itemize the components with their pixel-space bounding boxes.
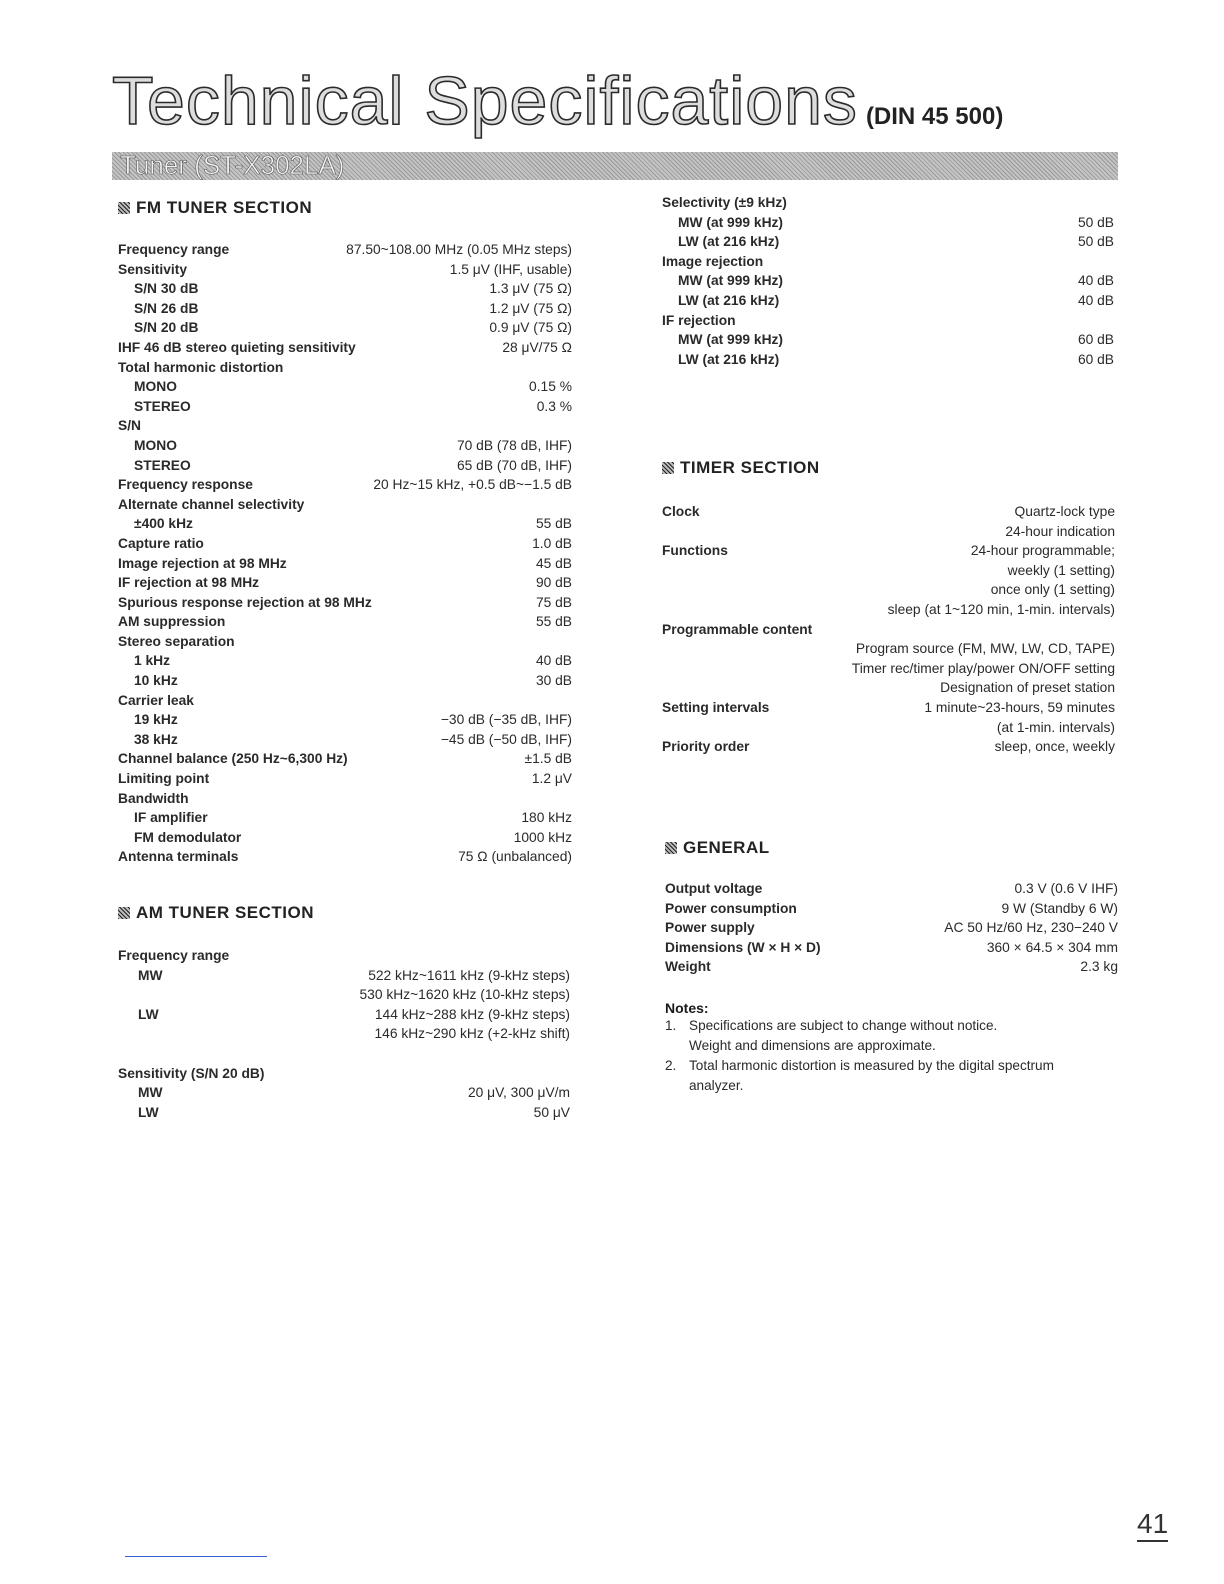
spec-row xyxy=(118,847,572,867)
spec-row xyxy=(665,879,1118,899)
spec-value: 1.0 dB xyxy=(532,535,572,551)
spec-value: 40 dB xyxy=(535,653,572,669)
spec-value: 55 dB xyxy=(535,516,572,532)
spec-label: LW (at 216 kHz) xyxy=(678,351,780,367)
notes-heading: Notes: xyxy=(665,1000,709,1016)
spec-label: S/N xyxy=(118,418,141,434)
spec-row xyxy=(662,580,1115,600)
spec-label: 10 kHz xyxy=(134,673,178,689)
spec-label: Channel balance (250 Hz~6,300 Hz) xyxy=(118,751,348,767)
spec-row xyxy=(118,436,572,456)
spec-row xyxy=(118,789,572,809)
timer-heading: TIMER SECTION xyxy=(662,458,820,478)
spec-row xyxy=(118,671,572,691)
spec-value: 0.9 μV (75 Ω) xyxy=(489,320,572,336)
spec-row xyxy=(118,946,570,966)
spec-value: 9 W (Standby 6 W) xyxy=(1001,900,1118,916)
spec-label: Antenna terminals xyxy=(118,849,239,865)
spec-label: LW (at 216 kHz) xyxy=(678,234,780,250)
spec-value: Quartz-lock type xyxy=(1014,504,1115,519)
spec-row xyxy=(662,213,1114,233)
spec-value: 180 kHz xyxy=(521,810,572,826)
spec-value: 1 minute~23-hours, 59 minutes xyxy=(924,699,1115,715)
spec-row xyxy=(662,193,1114,213)
spec-label: Sensitivity xyxy=(118,261,188,277)
spec-row xyxy=(118,966,570,986)
spec-label: S/N 30 dB xyxy=(134,281,199,297)
spec-label: 1 kHz xyxy=(134,653,171,669)
spec-row xyxy=(118,593,572,613)
spec-value: −30 dB (−35 dB, IHF) xyxy=(440,712,572,728)
spec-row xyxy=(662,502,1115,522)
spec-value: 0.15 % xyxy=(529,379,572,395)
spec-row xyxy=(662,718,1115,738)
spec-value: 55 dB xyxy=(535,614,572,630)
square-bullet-icon xyxy=(665,842,677,854)
spec-value: 522 kHz~1611 kHz (9-kHz steps) xyxy=(368,967,570,983)
spec-label: Functions xyxy=(662,543,728,559)
spec-value: 65 dB (70 dB, IHF) xyxy=(456,457,572,473)
spec-label: IHF 46 dB stereo quieting sensitivity xyxy=(118,339,356,355)
spec-row xyxy=(665,899,1118,919)
page-number: 41 xyxy=(1137,1508,1168,1542)
spec-row xyxy=(662,639,1115,659)
spec-value: sleep (at 1~120 min, 1-min. intervals) xyxy=(887,601,1115,617)
spec-value: 1.5 μV (IHF, usable) xyxy=(449,261,572,277)
spec-label: MW (at 999 kHz) xyxy=(678,214,784,230)
spec-value: 1.2 μV xyxy=(531,771,572,787)
spec-row xyxy=(118,240,572,260)
spec-label: MW (at 999 kHz) xyxy=(678,332,784,348)
spec-row xyxy=(118,691,572,711)
spec-label: Weight xyxy=(665,959,711,975)
spec-label: MW xyxy=(138,967,163,983)
spec-value: once only (1 setting) xyxy=(990,582,1115,598)
spec-value: 24-hour programmable; xyxy=(970,543,1115,559)
spec-value: 75 dB xyxy=(535,594,572,610)
spec-value: 1000 kHz xyxy=(513,829,572,845)
spec-label: STEREO xyxy=(134,457,191,473)
square-bullet-icon xyxy=(662,462,674,474)
footer-rule xyxy=(125,1556,267,1557)
general-spec-list xyxy=(665,879,1118,977)
am-heading: AM TUNER SECTION xyxy=(118,903,314,923)
spec-row xyxy=(662,659,1115,679)
title-main: Technical Specifications xyxy=(112,63,858,139)
spec-value: Program source (FM, MW, LW, CD, TAPE) xyxy=(855,641,1115,657)
banner-text: Tuner (ST-X302LA) xyxy=(120,150,345,180)
square-bullet-icon xyxy=(118,202,130,214)
spec-value: 20 Hz~15 kHz, +0.5 dB~−1.5 dB xyxy=(373,477,572,493)
note-1: 1. Specifications are subject to change without notice. Weight and dimensions are approximate. xyxy=(665,1018,998,1053)
spec-value: 530 kHz~1620 kHz (10-kHz steps) xyxy=(359,987,570,1003)
spec-row xyxy=(118,260,572,280)
spec-value: 0.3 % xyxy=(536,398,572,414)
spec-label: Alternate channel selectivity xyxy=(118,496,305,512)
spec-row xyxy=(118,416,572,436)
spec-row xyxy=(118,377,572,397)
spec-row xyxy=(118,1024,570,1044)
spec-row xyxy=(662,311,1114,331)
general-heading: GENERAL xyxy=(665,838,770,858)
spec-label: Power consumption xyxy=(665,900,797,916)
spec-label: Total harmonic distortion xyxy=(118,359,284,375)
spec-row xyxy=(118,318,572,338)
spec-label: Spurious response rejection at 98 MHz xyxy=(118,594,372,610)
spec-label: Carrier leak xyxy=(118,692,194,708)
spec-label: Sensitivity (S/N 20 dB) xyxy=(118,1065,265,1081)
spec-row xyxy=(118,338,572,358)
spec-label: Power supply xyxy=(665,920,755,936)
spec-value: Designation of preset station xyxy=(940,680,1115,696)
spec-row xyxy=(118,808,572,828)
spec-row xyxy=(118,769,572,789)
spec-row xyxy=(118,279,572,299)
spec-label: Frequency range xyxy=(118,242,230,257)
spec-row xyxy=(118,554,572,574)
spec-row xyxy=(118,358,572,378)
spec-label: ±400 kHz xyxy=(134,516,193,532)
spec-value: 40 dB xyxy=(1077,292,1114,308)
spec-label: Bandwidth xyxy=(118,790,189,806)
spec-value: 45 dB xyxy=(535,555,572,571)
am-selectivity-list xyxy=(662,193,1114,369)
spec-row xyxy=(662,350,1114,370)
spec-label: AM suppression xyxy=(118,614,226,630)
spec-row xyxy=(118,534,572,554)
spec-label: Image rejection at 98 MHz xyxy=(118,555,287,571)
spec-row xyxy=(118,651,572,671)
spec-row xyxy=(662,561,1115,581)
spec-row xyxy=(662,620,1115,640)
spec-value: weekly (1 setting) xyxy=(1007,562,1115,578)
spec-label: 38 kHz xyxy=(134,731,178,747)
spec-row xyxy=(118,612,572,632)
fm-heading: FM TUNER SECTION xyxy=(118,198,312,218)
spec-row xyxy=(662,291,1114,311)
spec-row xyxy=(118,1044,570,1064)
spec-label: Frequency response xyxy=(118,477,253,493)
spec-row xyxy=(665,918,1118,938)
spec-value: 0.3 V (0.6 V IHF) xyxy=(1014,881,1118,896)
spec-value: Timer rec/timer play/power ON/OFF setting xyxy=(851,660,1115,676)
spec-value: 50 μV xyxy=(533,1104,570,1120)
spec-label: IF rejection at 98 MHz xyxy=(118,575,260,591)
spec-value: −45 dB (−50 dB, IHF) xyxy=(440,731,572,747)
spec-label: Output voltage xyxy=(665,881,763,896)
spec-row xyxy=(662,522,1115,542)
section-banner xyxy=(112,152,1118,180)
spec-value: 1.3 μV (75 Ω) xyxy=(489,281,572,297)
spec-label: MW xyxy=(138,1085,163,1101)
spec-value: 60 dB xyxy=(1077,351,1114,367)
spec-row xyxy=(662,252,1114,272)
spec-label: MW (at 999 kHz) xyxy=(678,273,784,289)
spec-row xyxy=(118,573,572,593)
spec-value: 90 dB xyxy=(535,575,572,591)
spec-value: 60 dB xyxy=(1077,332,1114,348)
spec-row xyxy=(118,730,572,750)
square-bullet-icon xyxy=(118,907,130,919)
timer-spec-list xyxy=(662,502,1115,757)
spec-row xyxy=(118,495,572,515)
spec-row xyxy=(662,600,1115,620)
spec-value: 40 dB xyxy=(1077,273,1114,289)
spec-row xyxy=(118,397,572,417)
spec-label: Stereo separation xyxy=(118,633,235,649)
spec-label: S/N 26 dB xyxy=(134,300,199,316)
spec-label: MONO xyxy=(134,437,177,453)
spec-value: sleep, once, weekly xyxy=(994,739,1115,755)
spec-row xyxy=(662,271,1114,291)
spec-value: ±1.5 dB xyxy=(524,751,572,767)
spec-label: Selectivity (±9 kHz) xyxy=(662,195,787,210)
spec-row xyxy=(118,828,572,848)
spec-row xyxy=(662,541,1115,561)
spec-value: 50 dB xyxy=(1077,214,1114,230)
spec-value: 1.2 μV (75 Ω) xyxy=(489,300,572,316)
spec-label: Priority order xyxy=(662,739,750,755)
spec-label: LW xyxy=(138,1104,159,1120)
spec-label: Frequency range xyxy=(118,948,230,963)
spec-row xyxy=(662,330,1114,350)
spec-row xyxy=(118,1083,570,1103)
spec-row xyxy=(118,985,570,1005)
spec-value: 28 μV/75 Ω xyxy=(502,339,572,355)
spec-value: 75 Ω (unbalanced) xyxy=(458,849,572,865)
spec-value: 144 kHz~288 kHz (9-kHz steps) xyxy=(374,1006,570,1022)
spec-value: 2.3 kg xyxy=(1080,959,1118,975)
spec-row xyxy=(665,957,1118,977)
spec-label: Capture ratio xyxy=(118,535,204,551)
title-standard: (DIN 45 500) xyxy=(865,103,1004,130)
spec-row xyxy=(118,1103,570,1123)
spec-label: FM demodulator xyxy=(134,829,242,845)
am-spec-list xyxy=(118,946,570,1122)
spec-value: 20 μV, 300 μV/m xyxy=(467,1085,570,1101)
page-title xyxy=(112,62,1003,140)
spec-label: Programmable content xyxy=(662,621,813,637)
spec-value: (at 1-min. intervals) xyxy=(996,719,1115,735)
spec-row xyxy=(118,514,572,534)
spec-label: Clock xyxy=(662,504,700,519)
spec-label: LW xyxy=(138,1006,159,1022)
spec-label: IF rejection xyxy=(662,312,736,328)
spec-row xyxy=(662,232,1114,252)
spec-row xyxy=(118,456,572,476)
spec-row xyxy=(662,698,1115,718)
spec-value: 87.50~108.00 MHz (0.05 MHz steps) xyxy=(346,242,572,257)
spec-value: 146 kHz~290 kHz (+2-kHz shift) xyxy=(374,1026,570,1042)
spec-row xyxy=(662,737,1115,757)
spec-label: STEREO xyxy=(134,398,191,414)
spec-row xyxy=(665,938,1118,958)
spec-label: LW (at 216 kHz) xyxy=(678,292,780,308)
note-2: 2. Total harmonic distortion is measured by the digital spectrum analyzer. xyxy=(665,1058,1054,1093)
spec-value: 70 dB (78 dB, IHF) xyxy=(456,437,572,453)
fm-spec-list xyxy=(118,240,572,867)
spec-value: 30 dB xyxy=(535,673,572,689)
spec-value: 24-hour indication xyxy=(1005,523,1115,539)
spec-row xyxy=(118,710,572,730)
spec-label: S/N 20 dB xyxy=(134,320,199,336)
spec-row xyxy=(118,749,572,769)
spec-value: AC 50 Hz/60 Hz, 230−240 V xyxy=(944,920,1118,936)
spec-row xyxy=(118,1005,570,1025)
spec-row xyxy=(118,1064,570,1084)
spec-label: Image rejection xyxy=(662,253,764,269)
spec-row xyxy=(662,678,1115,698)
spec-row xyxy=(118,475,572,495)
spec-label: Setting intervals xyxy=(662,699,770,715)
spec-row xyxy=(118,632,572,652)
spec-label: 19 kHz xyxy=(134,712,178,728)
spec-row xyxy=(118,299,572,319)
spec-label: MONO xyxy=(134,379,177,395)
spec-value: 360 × 64.5 × 304 mm xyxy=(986,939,1118,955)
spec-label: Dimensions (W × H × D) xyxy=(665,939,821,955)
spec-label: Limiting point xyxy=(118,771,210,787)
spec-value: 50 dB xyxy=(1077,234,1114,250)
spec-label: IF amplifier xyxy=(134,810,208,826)
